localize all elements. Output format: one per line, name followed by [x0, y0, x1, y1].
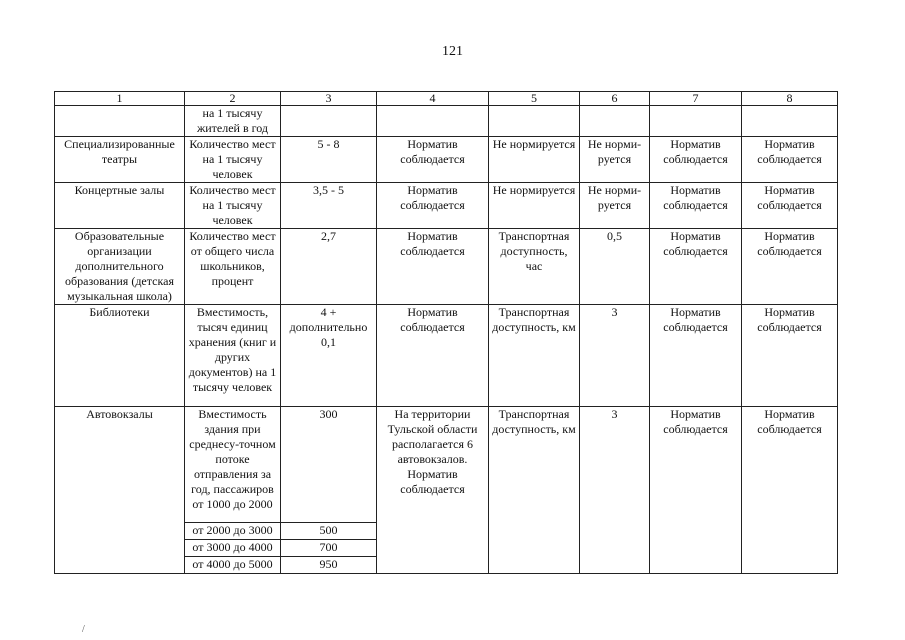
table-cell: 3,5 - 5 [281, 183, 377, 229]
table-row-concert-halls [55, 183, 838, 229]
table-cell: Норматив соблюдается [377, 305, 489, 407]
table-cell [55, 106, 185, 137]
table-cell: 950 [281, 557, 377, 574]
table-cell: 3 [580, 305, 650, 407]
table-cell [742, 106, 838, 137]
table-cell: Вместимость здания при среднесу-точном потоке отправления за год, пассажиров от 1000 до 2000 [185, 407, 281, 523]
table-cell: На территории Тульской области располагается 6 автовокзалов. Норматив соблюдается [377, 407, 489, 574]
table-cell: Не нормируется [489, 137, 580, 183]
table-cell: Норматив соблюдается [650, 407, 742, 574]
table-cell: 0,5 [580, 229, 650, 305]
table-cell: Транспортная доступность, час [489, 229, 580, 305]
table-cell: Норматив соблюдается [742, 305, 838, 407]
norms-table [54, 91, 838, 574]
table-cell: Транспортная доступность, км [489, 407, 580, 574]
table-cell: 3 [580, 407, 650, 574]
table-cell: 500 [281, 523, 377, 540]
table-cell: Количество мест на 1 тысячу человек [185, 137, 281, 183]
table-cell: Норматив соблюдается [742, 137, 838, 183]
table-cell: Вместимость, тысяч единиц хранения (книг и других документов) на 1 тысячу человек [185, 305, 281, 407]
table-cell: Норматив соблюдается [742, 229, 838, 305]
table-cell: от 3000 до 4000 [185, 540, 281, 557]
table-cell: 5 - 8 [281, 137, 377, 183]
header-cell: 2 [185, 92, 281, 106]
table-cell: Образовательные организации дополнительного образования (детская музыкальная школа) [55, 229, 185, 305]
table-cell: Специализированные театры [55, 137, 185, 183]
header-cell: 7 [650, 92, 742, 106]
table-cell: 300 [281, 407, 377, 523]
table-cell: Норматив соблюдается [742, 407, 838, 574]
table-cell: от 2000 до 3000 [185, 523, 281, 540]
table-cell: 2,7 [281, 229, 377, 305]
header-cell: 3 [281, 92, 377, 106]
table-cell: Норматив соблюдается [742, 183, 838, 229]
table-row-theaters [55, 137, 838, 183]
table-cell: Концертные залы [55, 183, 185, 229]
table-cell: Норматив соблюдается [650, 305, 742, 407]
table-cell: Количество мест от общего числа школьников, процент [185, 229, 281, 305]
table-cell: Норматив соблюдается [377, 229, 489, 305]
page-number: 121 [442, 44, 463, 59]
table-row-continuation [55, 106, 838, 137]
table-cell: Транспортная доступность, км [489, 305, 580, 407]
table-row-bus-stations [55, 407, 838, 523]
table-cell [281, 106, 377, 137]
table-row-education [55, 229, 838, 305]
table-cell: Норматив соблюдается [650, 229, 742, 305]
table-cell [650, 106, 742, 137]
table-cell [580, 106, 650, 137]
table-cell: от 4000 до 5000 [185, 557, 281, 574]
table-cell: Не нормируется [489, 183, 580, 229]
table-cell: на 1 тысячу жителей в год [185, 106, 281, 137]
table-cell: Норматив соблюдается [377, 137, 489, 183]
table-cell: Норматив соблюдается [377, 183, 489, 229]
table-cell: 700 [281, 540, 377, 557]
table-cell [489, 106, 580, 137]
header-cell: 5 [489, 92, 580, 106]
table-cell: 4 + дополнительно 0,1 [281, 305, 377, 407]
header-cell: 8 [742, 92, 838, 106]
table-cell: Не норми-руется [580, 137, 650, 183]
header-cell: 6 [580, 92, 650, 106]
header-row [55, 92, 838, 106]
table-cell: Количество мест на 1 тысячу человек [185, 183, 281, 229]
table-cell: Норматив соблюдается [650, 137, 742, 183]
table-cell: Не норми-руется [580, 183, 650, 229]
table-cell [377, 106, 489, 137]
header-cell: 1 [55, 92, 185, 106]
header-cell: 4 [377, 92, 489, 106]
table-row-libraries [55, 305, 838, 407]
table-cell: Норматив соблюдается [650, 183, 742, 229]
table-cell: Автовокзалы [55, 407, 185, 574]
table-cell: Библиотеки [55, 305, 185, 407]
scan-mark: / [82, 624, 85, 635]
